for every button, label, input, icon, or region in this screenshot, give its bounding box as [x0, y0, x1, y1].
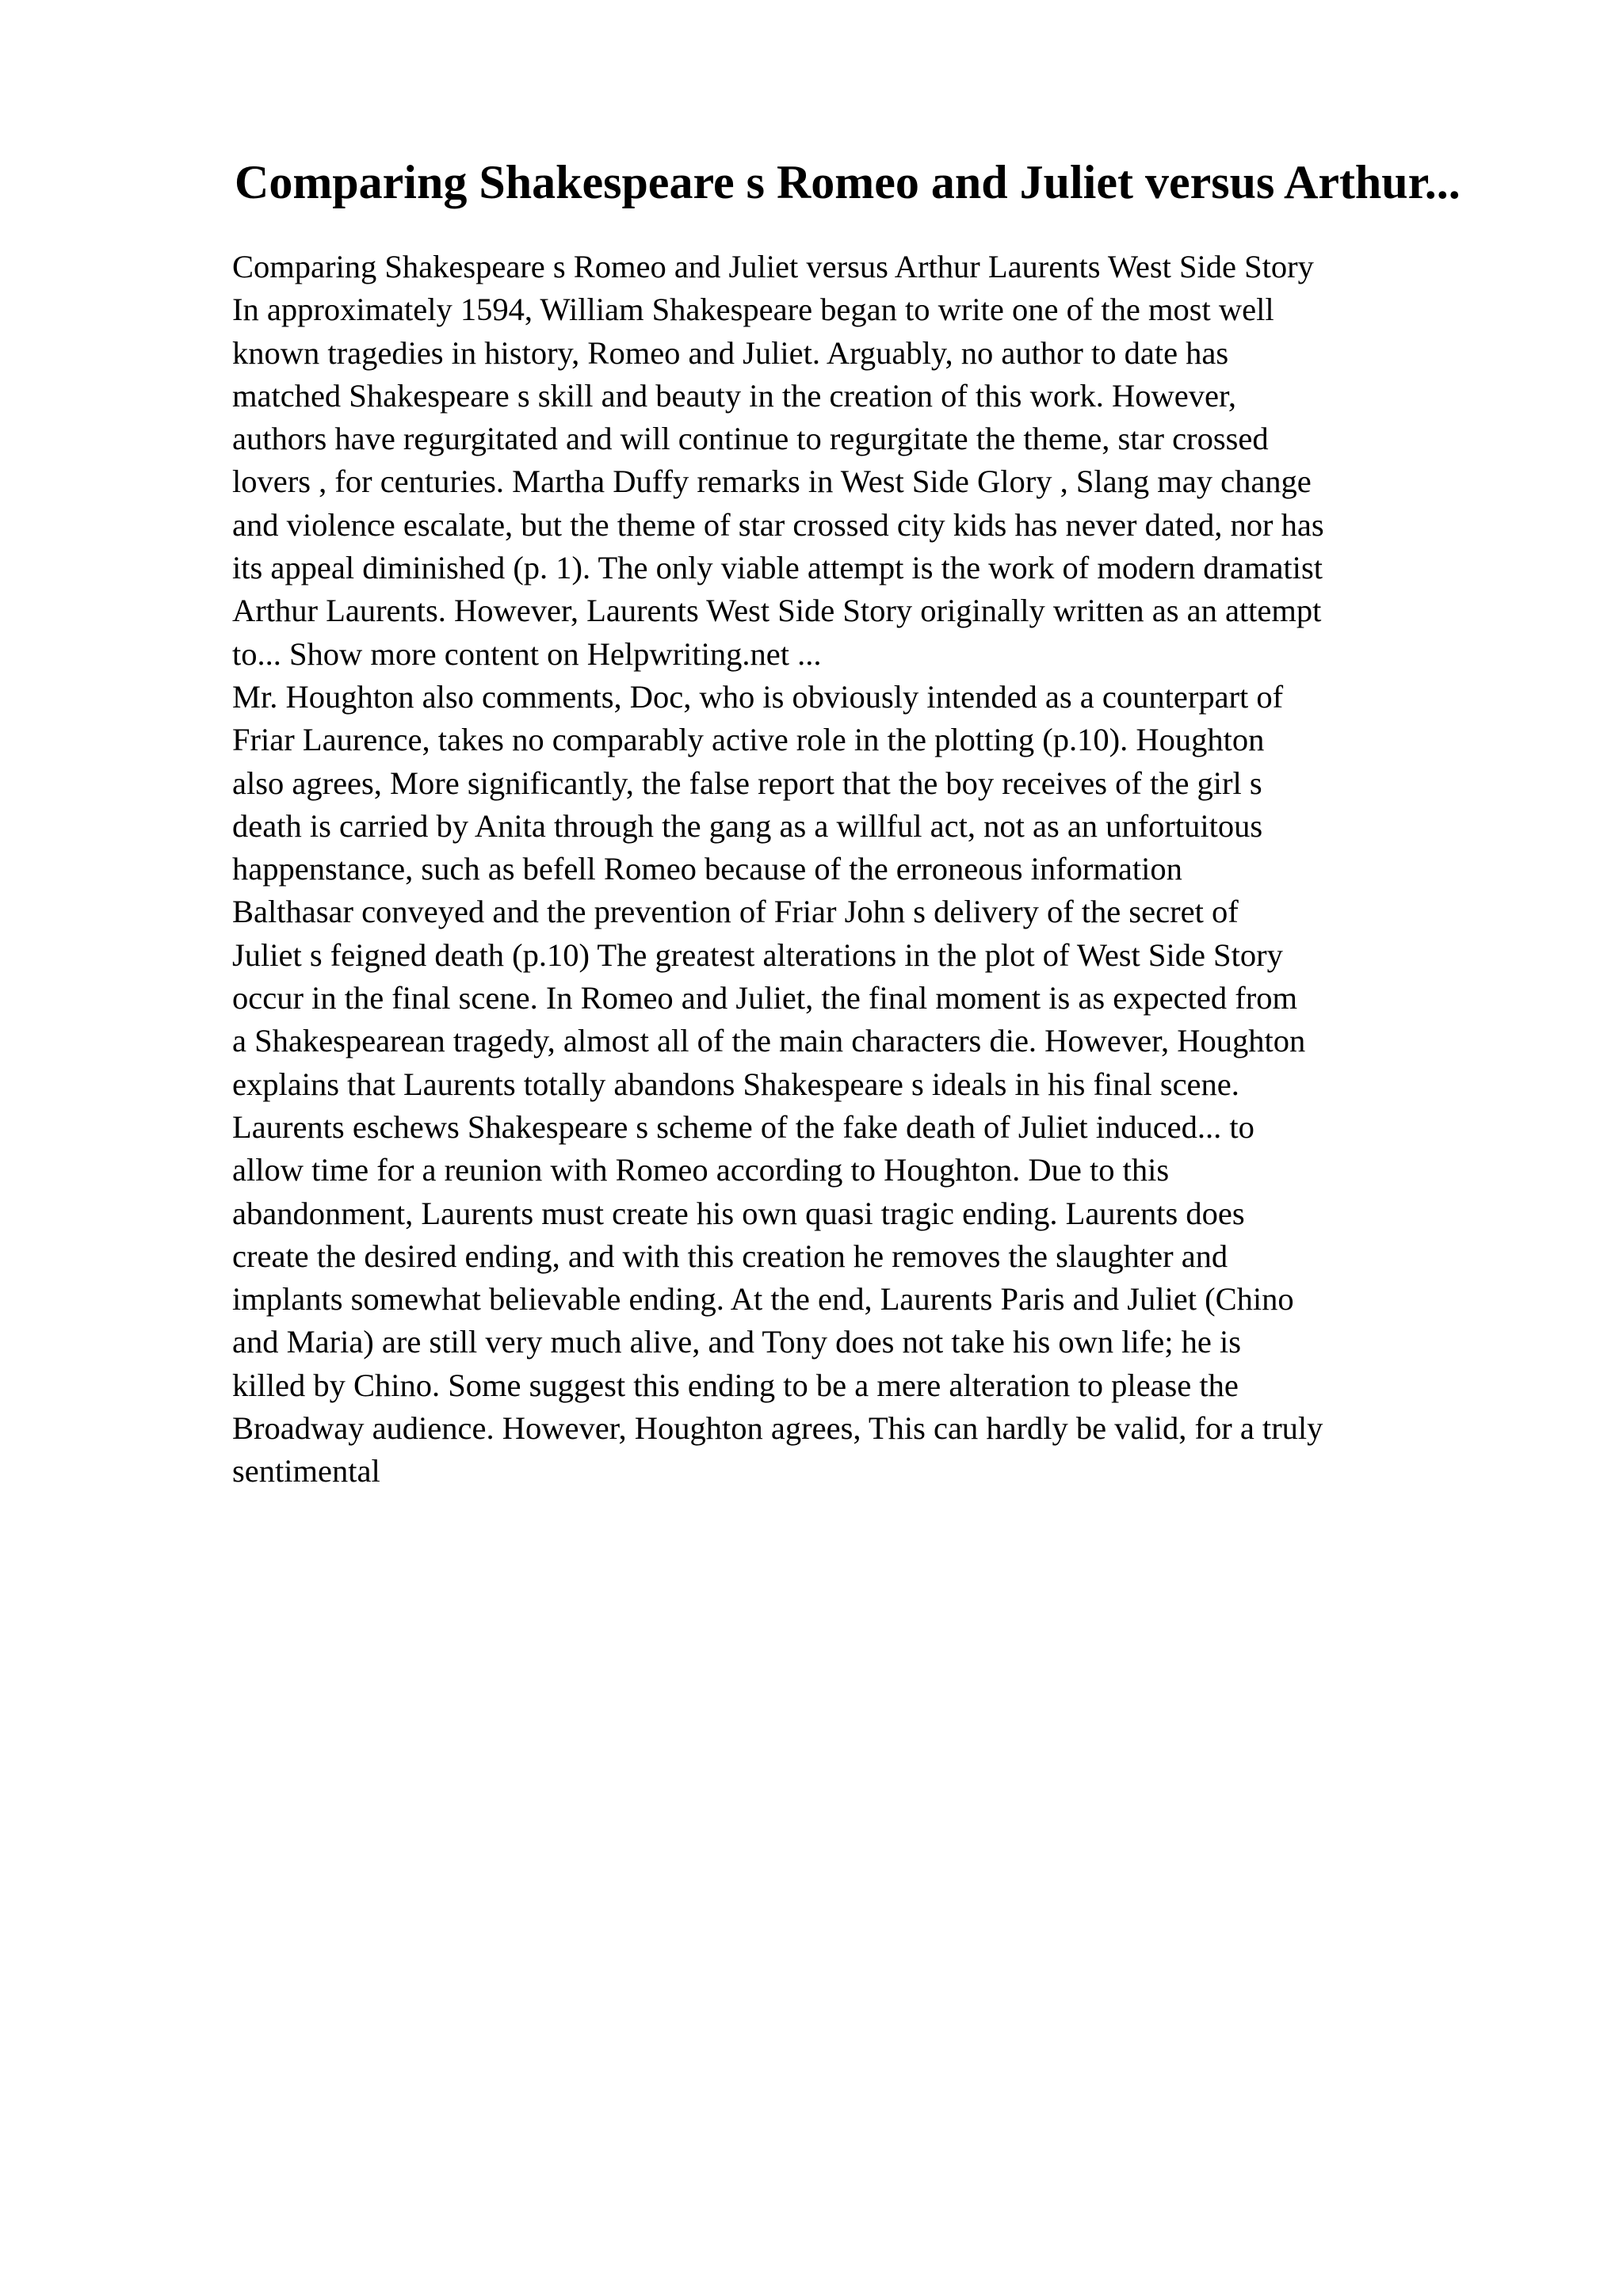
body-text-line: known tragedies in history, Romeo and Juliet. Arguably, no author to date has	[232, 334, 1229, 371]
body-text-line: authors have regurgitated and will continue to regurgitate the theme, star crossed	[232, 421, 1269, 457]
body-text-line: and Maria) are still very much alive, and Tony does not take his own life; he is	[232, 1324, 1241, 1360]
body-text-line: sentimental	[232, 1453, 380, 1489]
document-body	[232, 246, 1532, 1493]
body-text-line: Balthasar conveyed and the prevention of Friar John s delivery of the secret of	[232, 894, 1239, 930]
body-text-line: Comparing Shakespeare s Romeo and Juliet versus Arthur Laurents West Side Story	[232, 249, 1314, 284]
body-text-line: create the desired ending, and with this creation he removes the slaughter and	[232, 1238, 1228, 1274]
body-text-line: abandonment, Laurents must create his own quasi tragic ending. Laurents does	[232, 1195, 1245, 1231]
body-text-line: a Shakespearean tragedy, almost all of the main characters die. However, Houghton	[232, 1023, 1306, 1059]
body-text-line: occur in the final scene. In Romeo and Juliet, the final moment is as expected from	[232, 980, 1297, 1016]
body-text-line: explains that Laurents totally abandons Shakespeare s ideals in his final scene.	[232, 1066, 1239, 1102]
body-text-line: Arthur Laurents. However, Laurents West Side Story originally written as an attempt	[232, 593, 1322, 629]
body-text-line: implants somewhat believable ending. At the end, Laurents Paris and Juliet (Chino	[232, 1281, 1294, 1318]
document-title: Comparing Shakespeare s Romeo and Juliet versus Arthur...	[235, 156, 1461, 208]
body-text-line: happenstance, such as befell Romeo because of the erroneous information	[232, 851, 1182, 887]
body-text-line: killed by Chino. Some suggest this ending to be a mere alteration to please the	[232, 1367, 1239, 1403]
body-text-line: its appeal diminished (p. 1). The only viable attempt is the work of modern dramatist	[232, 550, 1323, 586]
body-text-line: allow time for a reunion with Romeo according to Houghton. Due to this	[232, 1152, 1170, 1188]
body-text-line: Laurents eschews Shakespeare s scheme of the fake death of Juliet induced... to	[232, 1108, 1254, 1145]
body-text-line: also agrees, More significantly, the false report that the boy receives of the girl s	[232, 765, 1262, 801]
body-text-line: to... Show more content on Helpwriting.net ...	[232, 635, 822, 672]
body-text-line: Friar Laurence, takes no comparably active role in the plotting (p.10). Houghton	[232, 722, 1265, 758]
body-text-line: lovers , for centuries. Martha Duffy remarks in West Side Glory , Slang may change	[232, 463, 1312, 500]
body-text-line: In approximately 1594, William Shakespeare began to write one of the most well	[232, 292, 1274, 328]
body-text-line: death is carried by Anita through the gang as a willful act, not as an unfortuitous	[232, 807, 1263, 844]
body-text-line: Broadway audience. However, Houghton agrees, This can hardly be valid, for a truly	[232, 1410, 1323, 1447]
body-text-line: and violence escalate, but the theme of star crossed city kids has never dated, nor has	[232, 506, 1324, 543]
body-text-line: matched Shakespeare s skill and beauty in the creation of this work. However,	[232, 377, 1236, 414]
body-text-line: Mr. Houghton also comments, Doc, who is obviously intended as a counterpart of	[232, 678, 1284, 715]
body-text-line: Juliet s feigned death (p.10) The greatest alterations in the plot of West Side Story	[232, 936, 1283, 973]
